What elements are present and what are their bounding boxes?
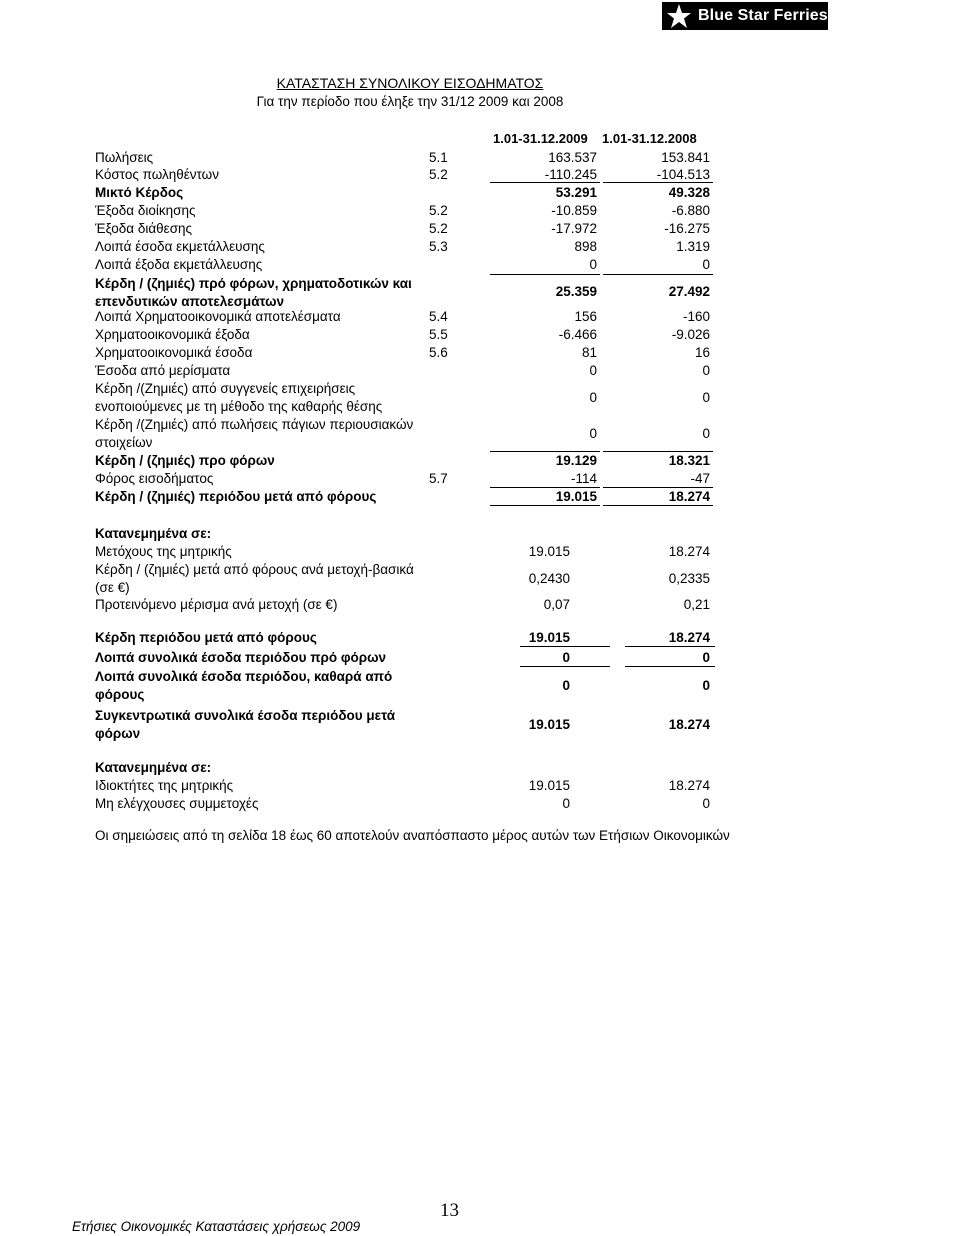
star-logo-icon [666, 3, 692, 29]
row-label: Λοιπά έξοδα εκμετάλλευσης [95, 257, 263, 272]
subtotal-rule [490, 487, 600, 488]
row-label-line2: φόρων [95, 726, 141, 741]
company-logo [662, 2, 828, 30]
section-heading: Κατανεμημένα σε: [95, 760, 212, 775]
row-value-2009: 156 [574, 309, 597, 324]
row-value-2008: 0 [702, 650, 710, 665]
row-label: Μη ελέγχουσες συμμετοχές [95, 796, 259, 811]
row-value-2009: -6.466 [558, 327, 597, 342]
row-label: Κέρδη περιόδου μετά από φόρους [95, 630, 317, 645]
row-value-2009: 19.015 [528, 778, 570, 793]
row-value-2009: 0 [562, 650, 570, 665]
row-value-2008: 0 [702, 426, 710, 441]
row-value-2008: 0 [702, 796, 710, 811]
subtotal-rule [490, 274, 600, 275]
row-note: 5.2 [429, 167, 448, 182]
row-label: Λοιπά Χρηματοοικονομικά αποτελέσματα [95, 309, 341, 324]
row-label: Προτεινόμενο μέρισμα ανά μετοχή (σε €) [95, 597, 338, 612]
row-value-2009: 0 [589, 390, 597, 405]
row-value-2009: 0 [562, 678, 570, 693]
statement-title: ΚΑΤΑΣΤΑΣΗ ΣΥΝΟΛΙΚΟΥ ΕΙΣΟΔΗΜΑΤΟΣ [276, 75, 544, 91]
row-label-line1: Κέρδη / (ζημιές) πρό φόρων, χρηματοδοτικών και [95, 276, 412, 291]
subtotal-rule [625, 646, 715, 647]
row-label: Έξοδα διάθεσης [95, 221, 193, 236]
row-value-2008: -6.880 [671, 203, 710, 218]
total-rule [490, 505, 600, 506]
row-value-2008: 1.319 [676, 239, 710, 254]
row-value-2008: 18.274 [668, 717, 710, 732]
row-value-2008: 18.274 [668, 778, 710, 793]
row-label-line2: ενοποιούμενες με τη μέθοδο της καθαρής θέσης [95, 399, 383, 414]
row-label: Έσοδα από μερίσματα [95, 363, 231, 378]
row-label-line1: Κέρδη / (ζημιές) μετά από φόρους ανά μετοχή-βασικά [95, 562, 414, 577]
subtotal-rule [603, 274, 713, 275]
subtotal-rule [520, 646, 610, 647]
row-note: 5.2 [429, 221, 448, 236]
row-label: Φόρος εισοδήματος [95, 471, 214, 486]
row-label-line1: Συγκεντρωτικά συνολικά έσοδα περιόδου μετά [95, 708, 396, 723]
statement-subtitle: Για την περίοδο που έληξε την 31/12 2009 και 2008 [256, 94, 564, 109]
row-value-2009: 53.291 [555, 185, 597, 200]
subtotal-rule [603, 451, 713, 452]
row-value-2009: -110.245 [544, 167, 597, 182]
row-value-2009: -10.859 [551, 203, 597, 218]
total-rule [603, 505, 713, 506]
row-value-2009: 0 [589, 426, 597, 441]
row-value-2009: 0 [589, 257, 597, 272]
row-label: Έξοδα διοίκησης [95, 203, 196, 218]
row-label: Κέρδη / (ζημιές) περιόδου μετά από φόρους [95, 489, 377, 504]
row-value-2009: 19.015 [555, 489, 597, 504]
row-label-line2: φόρους [95, 687, 145, 702]
row-label-line1: Λοιπά συνολικά έσοδα περιόδου, καθαρά από [95, 669, 393, 684]
column-header-2008: 1.01-31.12.2008 [602, 131, 697, 146]
section-heading: Κατανεμημένα σε: [95, 526, 212, 541]
table-row [95, 417, 715, 453]
row-value-2008: 16 [694, 345, 710, 360]
row-note: 5.2 [429, 203, 448, 218]
row-label-line2: (σε €) [95, 580, 130, 595]
row-value-2008: -160 [682, 309, 710, 324]
row-label: Χρηματοοικονομικά έξοδα [95, 327, 250, 342]
row-value-2008: 0 [702, 257, 710, 272]
row-value-2009: 19.015 [528, 544, 570, 559]
row-value-2008: -104.513 [656, 167, 710, 182]
row-value-2009: 0 [589, 363, 597, 378]
subtotal-rule [520, 666, 610, 667]
row-value-2008: 0 [702, 678, 710, 693]
row-label-line2: στοιχείων [95, 435, 153, 450]
subtotal-rule [603, 487, 713, 488]
row-label-line1: Κέρδη /(Ζημιές) από πωλήσεις πάγιων περιουσιακών [95, 417, 414, 432]
row-value-2009: 19.015 [528, 717, 570, 732]
row-value-2009: 19.129 [555, 453, 597, 468]
row-value-2009: 81 [581, 345, 597, 360]
row-note: 5.7 [429, 471, 448, 486]
row-label-line2: επενδυτικών αποτελεσμάτων [95, 294, 285, 309]
footnote: Οι σημειώσεις από τη σελίδα 18 έως 60 αποτελούν αναπόσπαστο μέρος αυτών των Ετήσιων Οικονομικών [95, 828, 730, 843]
row-value-2009: 898 [574, 239, 597, 254]
subtotal-rule [490, 182, 600, 183]
row-value-2009: 25.359 [555, 284, 597, 299]
row-note: 5.4 [429, 309, 448, 324]
row-label: Ιδιοκτήτες της μητρικής [95, 778, 234, 793]
row-note: 5.5 [429, 327, 448, 342]
row-value-2008: 0 [702, 390, 710, 405]
row-label: Λοιπά συνολικά έσοδα περιόδου πρό φόρων [95, 650, 387, 665]
row-value-2008: -9.026 [671, 327, 710, 342]
row-value-2008: -16.275 [664, 221, 710, 236]
page-footer: Ετήσιες Οικονομικές Καταστάσεις χρήσεως 2009 [72, 1219, 361, 1234]
row-label: Μικτό Κέρδος [95, 185, 184, 200]
subtotal-rule [490, 451, 600, 452]
row-value-2009: -114 [570, 471, 597, 486]
row-value-2008: 18.321 [668, 453, 710, 468]
row-note: 5.6 [429, 345, 448, 360]
logo-text: Blue Star Ferries [698, 7, 828, 24]
row-value-2008: 18.274 [668, 544, 710, 559]
page-number: 13 [440, 1200, 459, 1221]
row-note: 5.3 [429, 239, 448, 254]
row-value-2009: 19.015 [528, 630, 570, 645]
row-value-2008: 18.274 [668, 489, 710, 504]
row-value-2008: 27.492 [668, 284, 710, 299]
row-label: Χρηματοοικονομικά έσοδα [95, 345, 253, 360]
table-row [95, 562, 715, 598]
row-label: Μετόχους της μητρικής [95, 544, 232, 559]
subtotal-rule [603, 182, 713, 183]
row-note: 5.1 [429, 150, 448, 165]
row-value-2008: 153.841 [661, 150, 710, 165]
row-value-2008: -47 [690, 471, 710, 486]
subtotal-rule [625, 666, 715, 667]
row-value-2008: 18.274 [668, 630, 710, 645]
row-label: Πωλήσεις [95, 150, 154, 165]
table-row [95, 708, 715, 744]
row-value-2009: 0 [562, 796, 570, 811]
row-value-2009: -17.972 [551, 221, 597, 236]
row-value-2009: 163.537 [548, 150, 597, 165]
row-value-2008: 0,2335 [668, 571, 710, 586]
row-value-2008: 49.328 [668, 185, 710, 200]
row-value-2009: 0,2430 [528, 571, 570, 586]
row-label: Κέρδη / (ζημιές) προ φόρων [95, 453, 275, 468]
table-row [95, 669, 715, 705]
row-label: Λοιπά έσοδα εκμετάλλευσης [95, 239, 265, 254]
column-header-2009: 1.01-31.12.2009 [493, 131, 588, 146]
table-row [95, 381, 715, 417]
row-label-line1: Κέρδη /(Ζημιές) από συγγενείς επιχειρήσεις [95, 381, 356, 396]
row-value-2008: 0,21 [683, 597, 710, 612]
row-label: Κόστος πωληθέντων [95, 167, 219, 182]
row-value-2008: 0 [702, 363, 710, 378]
row-value-2009: 0,07 [543, 597, 570, 612]
